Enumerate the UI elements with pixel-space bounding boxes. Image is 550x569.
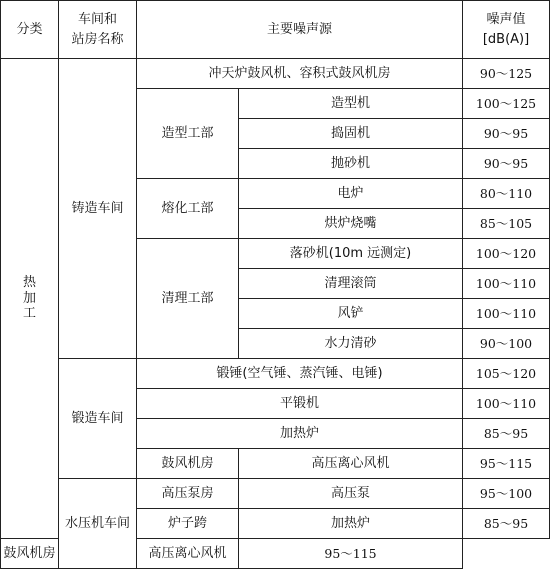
noise-value: 100～125 [463,89,550,119]
sub-station: 鼓风机房 [1,539,59,569]
noise-source: 高压离心风机 [137,539,239,569]
noise-value: 105～120 [463,359,550,389]
noise-source: 电炉 [239,179,463,209]
noise-source: 落砂机(10m 远测定) [239,239,463,269]
category-cell: 热 加 工 [1,59,59,539]
noise-source: 高压泵 [239,479,463,509]
noise-source: 风铲 [239,299,463,329]
section-molding: 造型工部 [137,89,239,179]
section-cleaning: 清理工部 [137,239,239,359]
header-row [1,1,550,59]
noise-value: 90～125 [463,59,550,89]
workshop-foundry: 铸造车间 [59,59,137,359]
noise-value: 90～100 [463,329,550,359]
header-workshop: 车间和 站房名称 [59,1,137,59]
noise-source: 水力清砂 [239,329,463,359]
sub-station: 炉子跨 [137,509,239,539]
noise-value: 100～110 [463,389,550,419]
noise-value: 100～120 [463,239,550,269]
noise-value: 85～105 [463,209,550,239]
noise-value: 100～110 [463,299,550,329]
noise-value: 85～95 [463,509,550,539]
section-melting: 熔化工部 [137,179,239,239]
noise-value: 95～115 [239,539,463,569]
noise-source: 烘炉烧嘴 [239,209,463,239]
noise-source: 锻锤(空气锤、蒸汽锤、电锤) [137,359,463,389]
noise-source: 捣固机 [239,119,463,149]
header-noise-source: 主要噪声源 [137,1,463,59]
sub-station: 鼓风机房 [137,449,239,479]
header-category: 分类 [1,1,59,59]
workshop-forging: 锻造车间 [59,359,137,479]
noise-source: 抛砂机 [239,149,463,179]
sub-station: 高压泵房 [137,479,239,509]
noise-source: 高压离心风机 [239,449,463,479]
noise-source: 平锻机 [137,389,463,419]
noise-value: 90～95 [463,119,550,149]
noise-source: 清理滚筒 [239,269,463,299]
noise-value: 100～110 [463,269,550,299]
table-row [1,479,550,509]
noise-value: 95～115 [463,449,550,479]
noise-source: 造型机 [239,89,463,119]
noise-source: 加热炉 [137,419,463,449]
header-noise-value: 噪声值 [dB(A)] [463,1,550,59]
noise-value: 80～110 [463,179,550,209]
table-row [1,359,550,389]
noise-value: 90～95 [463,149,550,179]
noise-source: 加热炉 [239,509,463,539]
workshop-hydraulic: 水压机车间 [59,479,137,569]
noise-value: 85～95 [463,419,550,449]
table-row [1,59,550,89]
noise-source: 冲天炉鼓风机、容积式鼓风机房 [137,59,463,89]
noise-value: 95～100 [463,479,550,509]
